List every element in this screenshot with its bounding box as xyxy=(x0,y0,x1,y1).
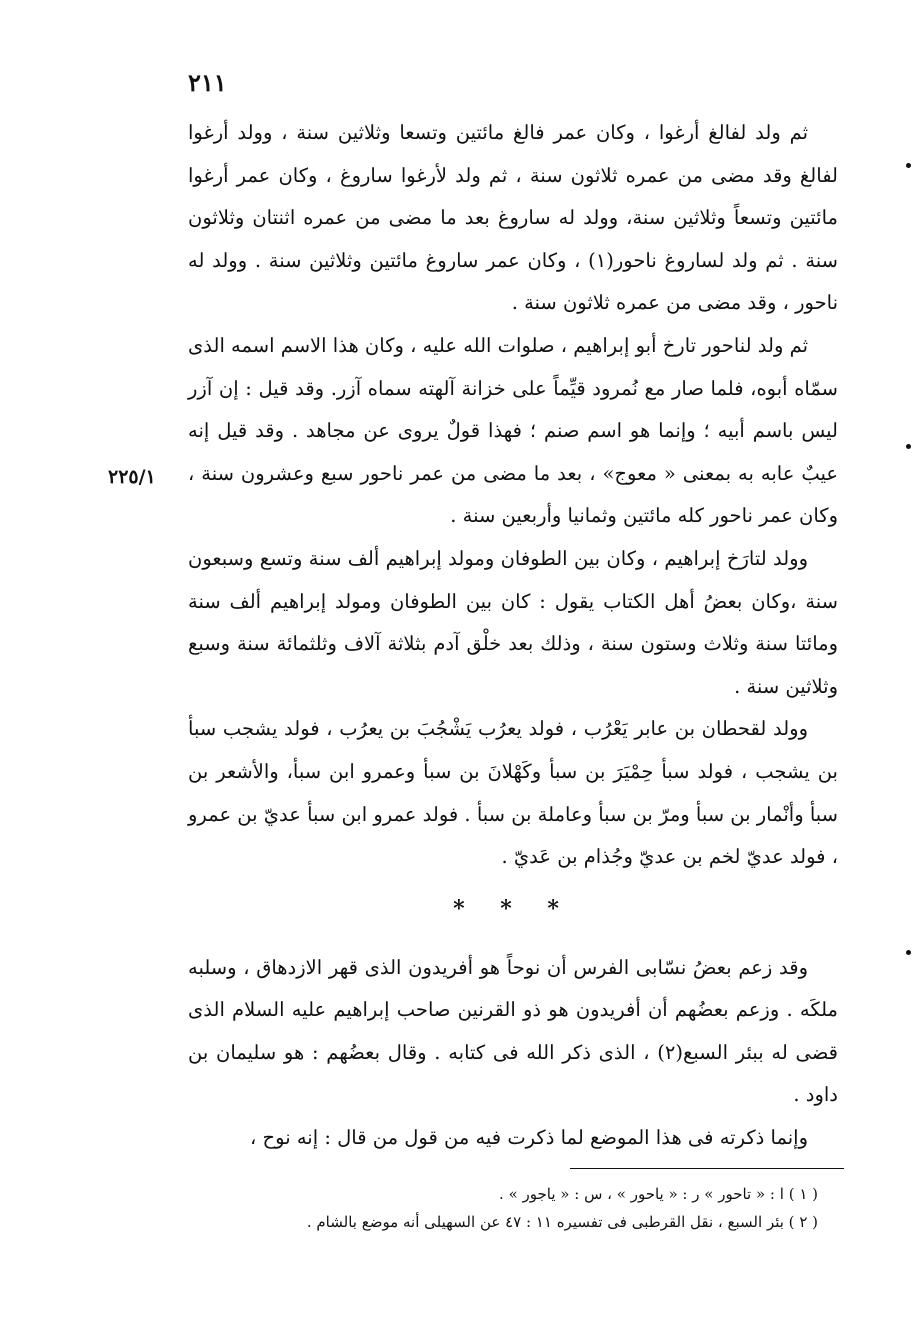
footnote: ( ١ ) ا : « تاحور » ر : « ياحور » ، س : « ياجور » . xyxy=(499,1185,818,1203)
footnote-divider xyxy=(570,1168,844,1169)
paragraph: ثم ولد لناحور تارخ أبو إبراهيم ، صلوات الله عليه ، وكان هذا الاسم اسمه الذى سمّاه أبوه، فلما صار مع نُمرود قيِّماً على خزانة آلهته سماه آزر. وقد قيل : إن آزر ليس باسم أبيه ؛ وإنما هو اسم صنم ؛ فهذا قولٌ يروى عن مجاهد . وقد قيل إنه عيبٌ عابه به بمعنى « معوج» ، بعد ما مضى من عمر ناحور سبع وعشرون سنة ، وكان عمر ناحور كله مائتين وثمانيا وأربعين سنة . xyxy=(188,333,838,528)
footnote: ( ٢ ) بئر السبع ، نقل القرطبى فى تفسيره ١١ : ٤٧ عن السهيلى أنه موضع بالشام . xyxy=(306,1213,818,1231)
paragraph: وقد زعم بعضُ نسّابى الفرس أن نوحاً هو أفريدون الذى قهر الازدهاق ، وسلبه ملكَه . وزعم بعضُهم أن أفريدون هو ذو القرنين صاحب إبراهيم عليه السلام الذى قضى له ببئر السبع(٢) ، الذى ذكر الله فى كتابه . وقال بعضُهم : هو سليمان بن داود . xyxy=(188,955,838,1107)
paragraph: وولد لتارَخ إبراهيم ، وكان بين الطوفان ومولد إبراهيم ألف سنة وتسع وسبعون سنة ،وكان بعضُ أهل الكتاب يقول : كان بين الطوفان ومولد إبراهيم ألف سنة ومائتا سنة وثلاث وستون سنة ، وذلك بعد خلْق آدم بثلاثة آلاف وثلثمائة سنة وسبع وثلاثين سنة . xyxy=(188,546,838,698)
margin-mark xyxy=(906,444,911,449)
page-number: ٢١١ xyxy=(188,68,227,97)
paragraph: وإنما ذكرته فى هذا الموضع لما ذكرت فيه من قول من قال : إنه نوح ، xyxy=(250,1126,808,1150)
margin-mark xyxy=(906,950,911,955)
footnotes xyxy=(188,1180,818,1236)
section-separator: * * * xyxy=(453,895,573,922)
paragraph: وولد لقحطان بن عابر يَعْرُب ، فولد يعرُب يَشْجُبَ بن يعرُب ، فولد يشجب سبأ بن يشجب ، فولد سبأ حِمْيَرَ بن سبأ وكَهْلانَ بن سبأ وعمرو ابن سبأ، والأشعر بن سبأ وأنْمار بن سبأ ومرّ بن سبأ وعاملة بن سبأ . فولد عمرو ابن سبأ عديّ بن عمرو ، فولد عديّ لخم بن عديّ وجُذام بن عَديّ . xyxy=(188,717,838,869)
margin-reference: ٢٢٥/١ xyxy=(108,466,156,488)
body-text xyxy=(188,112,838,1160)
margin-mark xyxy=(906,163,911,168)
paragraph: ثم ولد لفالغ أرغوا ، وكان عمر فالغ مائتين وتسعا وثلاثين سنة ، وولد أرغوا لفالغ وقد مضى من عمره ثلاثون سنة ، ثم ولد لأرغوا ساروغ ، وكان عمر أرغوا مائتين وتسعاً وثلاثين سنة، وولد له ساروغ بعد ما مضى من عمره اثنتان وثلاثون سنة . ثم ولد لساروغ ناحور(١) ، وكان عمر ساروغ مائتين وثلاثين سنة . وولد له ناحور ، وقد مضى من عمره ثلاثون سنة . xyxy=(188,121,839,315)
